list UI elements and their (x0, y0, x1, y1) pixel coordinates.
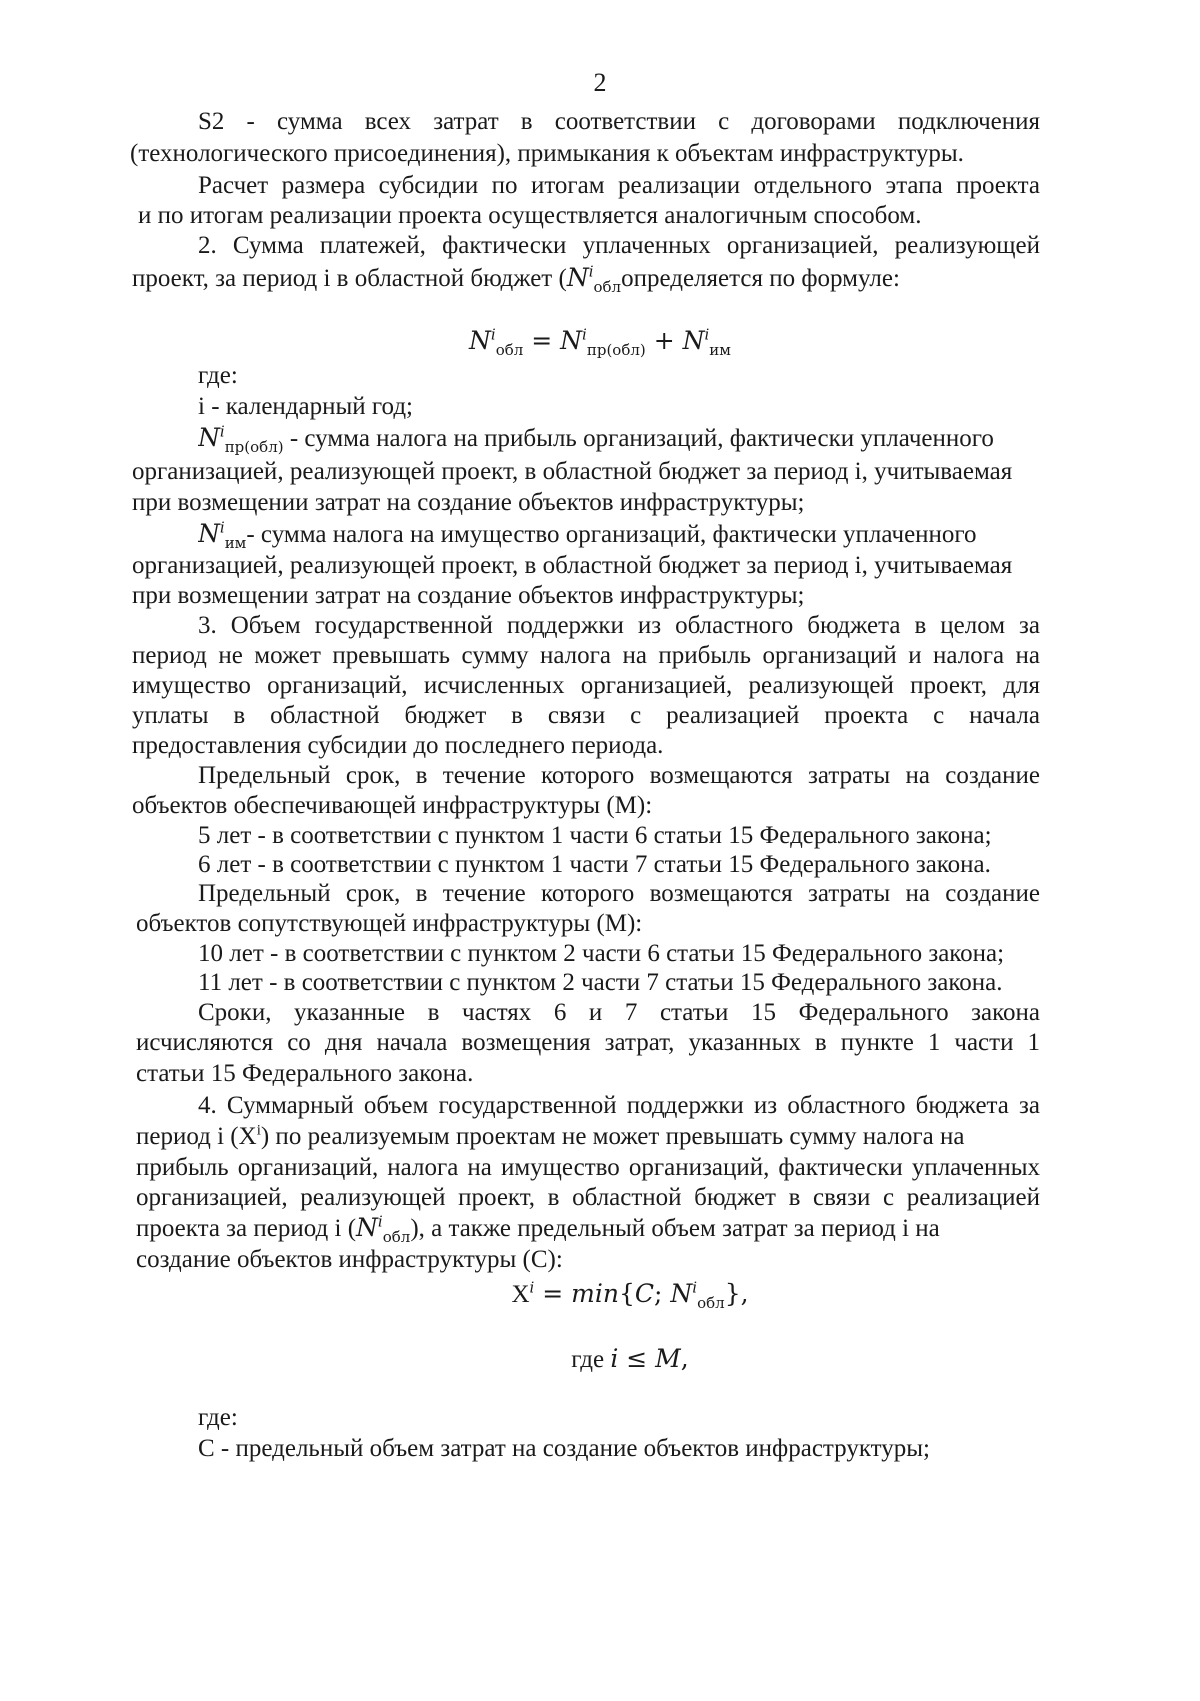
text-line: 11 лет - в соответствии с пунктом 2 части 7 статьи 15 Федерального закона. (198, 969, 1003, 996)
text-span: определяется по формуле: (621, 265, 900, 292)
text-line: организацией, реализующей проект, в областной бюджет за период i, учитываемая (132, 458, 1013, 485)
text-line: $N^i_{пр(обл)}$ - сумма налога на прибыль организаций, фактически уплаченного (198, 422, 994, 455)
text-line: организацией, реализующей проект, в областной бюджет за период i, учитываемая (132, 552, 1013, 579)
text-line: 6 лет - в соответствии с пунктом 1 части 7 статьи 15 Федерального закона. (198, 851, 991, 878)
text-line: статьи 15 Федерального закона. (136, 1060, 474, 1087)
text-line: Предельный срок, в течение которого возмещаются затраты на создание (198, 880, 1040, 907)
math-inline: $N^i_{пр(обл)}$ (198, 422, 284, 455)
text-line (132, 262, 1128, 295)
text-line: где: (198, 362, 238, 389)
text-line: 5 лет - в соответствии с пунктом 1 части 6 статьи 15 Федерального закона; (198, 822, 992, 849)
text-line: где: (198, 1404, 238, 1431)
text-line: прибыль организаций, налога на имущество организаций, фактически уплаченных (136, 1154, 1040, 1181)
page-number: 2 (593, 68, 607, 97)
text-line: уплаты в областной бюджет в связи с реализацией проекта с начала (132, 702, 1040, 729)
text-line: предоставления субсидии до последнего периода. (132, 732, 664, 759)
text-line: объектов сопутствующей инфраструктуры (М): (136, 910, 643, 937)
text-line: Сроки, указанные в частях 6 и 7 статьи 15 Федерального закона (198, 999, 1040, 1026)
text-line: исчисляются со дня начала возмещения затрат, указанных в пункте 1 части 1 (136, 1029, 1040, 1056)
math-inline: $N^i_{им}$ (198, 518, 247, 551)
text-line: объектов обеспечивающей инфраструктуры (М): (132, 792, 653, 819)
text-line: организацией, реализующей проект, в областной бюджет в связи с реализацией (136, 1184, 1040, 1211)
text-line: создание объектов инфраструктуры (С): (136, 1246, 563, 1273)
math-inline: $N^i_{обл}$ (566, 262, 622, 295)
text-line: (технологического присоединения), примыкания к объектам инфраструктуры. (130, 140, 964, 167)
text-line: $N^i_{им}-$ сумма налога на имущество организаций, фактически уплаченного (198, 518, 977, 551)
text-line: Предельный срок, в течение которого возмещаются затраты на создание (198, 762, 1040, 789)
text-line: С - предельный объем затрат на создание объектов инфраструктуры; (198, 1435, 930, 1462)
text-line: и по итогам реализации проекта осуществляется аналогичным способом. (138, 202, 922, 229)
text-line: период не может превышать сумму налога на прибыль организаций и налога на (132, 642, 1040, 669)
formula-1: $N^i_{обл} = N^i_{пр(обл)} + N^i_{им}$ (469, 325, 731, 359)
text-line: при возмещении затрат на создание объектов инфраструктуры; (132, 582, 805, 609)
text-line: S2 - сумма всех затрат в соответствии с договорами подключения (198, 108, 1040, 135)
text-line: Расчет размера субсидии по итогам реализации отдельного этапа проекта (198, 172, 1040, 199)
text-span: проект, за период i в областной бюджет ( (132, 265, 567, 292)
formula-condition: где i ≤ M, (571, 1344, 689, 1373)
text-line: 4. Суммарный объем государственной поддержки из областного бюджета за (198, 1092, 1040, 1119)
text-line: проекта за период i $(N^i_{обл})$, а также предельный объем затрат за период i на (136, 1212, 940, 1245)
text-line: имущество организаций, исчисленных организацией, реализующей проект, для (132, 672, 1040, 699)
text-line: 2. Сумма платежей, фактически уплаченных организацией, реализующей (198, 232, 1040, 259)
text-line: 10 лет - в соответствии с пунктом 2 части 6 статьи 15 Федерального закона; (198, 940, 1005, 967)
text-line: i - календарный год; (198, 393, 414, 420)
formula-2: $X^i = \min\{C$; $N^i_{обл}$}, (511, 1278, 749, 1312)
text-line: период i $(X^i)$ по реализуемым проектам не может превышать сумму налога на (136, 1122, 965, 1150)
text-line: при возмещении затрат на создание объектов инфраструктуры; (132, 489, 805, 516)
math-inline: $N^i_{обл}$ (356, 1212, 411, 1245)
text-line: 3. Объем государственной поддержки из областного бюджета в целом за (198, 612, 1040, 639)
